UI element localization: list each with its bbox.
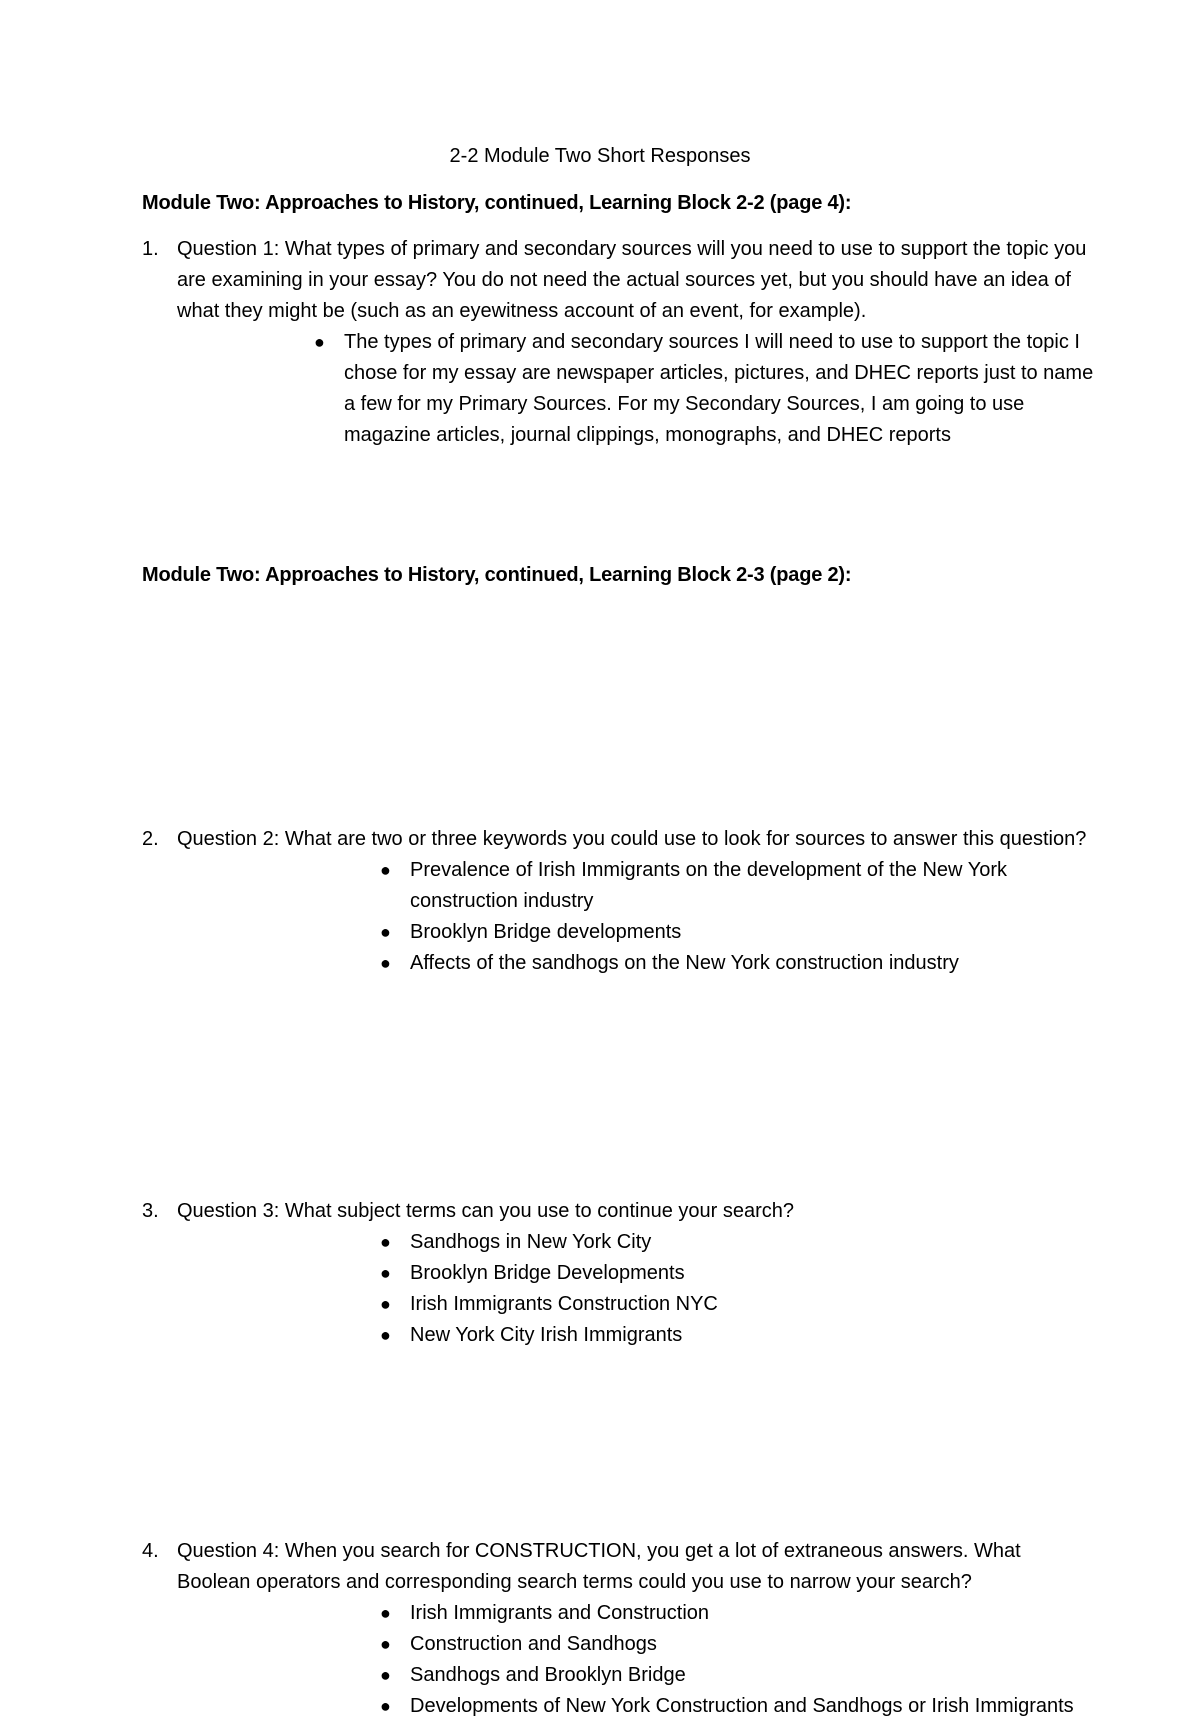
question-3 <box>142 1196 1097 1351</box>
answer-list <box>380 1598 1097 1722</box>
list-item <box>380 1691 1097 1722</box>
answer-text: Affects of the sandhogs on the New York construction industry <box>410 952 959 974</box>
answer-text: Construction and Sandhogs <box>410 1633 657 1655</box>
question-2 <box>142 824 1097 979</box>
bullet-icon: ● <box>380 1325 391 1345</box>
document-title: 2-2 Module Two Short Responses <box>449 145 751 167</box>
section-heading: Module Two: Approaches to History, continued, Learning Block 2-3 (page 2): <box>142 564 852 586</box>
answer-text: Sandhogs and Brooklyn Bridge <box>410 1664 686 1686</box>
bullet-icon: ● <box>380 1634 391 1654</box>
answer-text: The types of primary and secondary sources I will need to use to support the topic I chose for my essay are newspaper articles, pictures, and DHEC reports just to name a few for my Primary Sources. For my Secondary Sources, I am going to use magazine articles, journal clippings, monographs, and DHEC reports <box>344 331 1094 446</box>
list-item <box>380 1320 1097 1351</box>
bullet-icon: ● <box>380 1263 391 1283</box>
list-item <box>380 1598 1097 1629</box>
bullet-icon: ● <box>380 1294 391 1314</box>
answer-list <box>380 1227 1097 1351</box>
answer-text: Brooklyn Bridge developments <box>410 921 682 943</box>
bullet-icon: ● <box>380 922 391 942</box>
list-item <box>314 327 1097 451</box>
list-item <box>380 948 1097 979</box>
question-text: Question 4: When you search for CONSTRUCTION, you get a lot of extraneous answers. What Boolean operators and corresponding search terms could you use to narrow your search? <box>177 1540 1021 1593</box>
answer-text: Brooklyn Bridge Developments <box>410 1262 685 1284</box>
answer-text: Irish Immigrants Construction NYC <box>410 1293 718 1315</box>
section-heading: Module Two: Approaches to History, continued, Learning Block 2-2 (page 4): <box>142 192 852 214</box>
answer-list <box>380 855 1097 979</box>
question-number: 2. <box>142 828 159 850</box>
question-1 <box>142 234 1097 451</box>
list-item <box>380 855 1097 917</box>
list-item <box>380 1289 1097 1320</box>
bullet-icon: ● <box>380 1603 391 1623</box>
answer-text: Developments of New York Construction and Sandhogs or Irish Immigrants <box>410 1695 1074 1717</box>
bullet-icon: ● <box>380 860 391 880</box>
bullet-icon: ● <box>380 1696 391 1716</box>
answer-text: Sandhogs in New York City <box>410 1231 652 1253</box>
list-item <box>380 1227 1097 1258</box>
bullet-icon: ● <box>314 332 325 352</box>
answer-text: Prevalence of Irish Immigrants on the development of the New York construction industry <box>410 859 1007 912</box>
question-4 <box>142 1536 1097 1722</box>
list-item <box>380 1629 1097 1660</box>
bullet-icon: ● <box>380 1665 391 1685</box>
list-item <box>380 917 1097 948</box>
question-text: Question 2: What are two or three keywords you could use to look for sources to answer this question? <box>177 828 1087 850</box>
question-number: 4. <box>142 1540 159 1562</box>
question-number: 1. <box>142 238 159 260</box>
answer-text: Irish Immigrants and Construction <box>410 1602 710 1624</box>
question-number: 3. <box>142 1200 159 1222</box>
bullet-icon: ● <box>380 1232 391 1252</box>
list-item <box>380 1660 1097 1691</box>
answer-list <box>314 327 1097 451</box>
question-text: Question 3: What subject terms can you use to continue your search? <box>177 1200 794 1222</box>
question-text: Question 1: What types of primary and secondary sources will you need to use to support the topic you are examining in your essay? You do not need the actual sources yet, but you should have an idea of what they might be (such as an eyewitness account of an event, for example). <box>177 238 1087 322</box>
answer-text: New York City Irish Immigrants <box>410 1324 683 1346</box>
list-item <box>380 1258 1097 1289</box>
bullet-icon: ● <box>380 953 391 973</box>
